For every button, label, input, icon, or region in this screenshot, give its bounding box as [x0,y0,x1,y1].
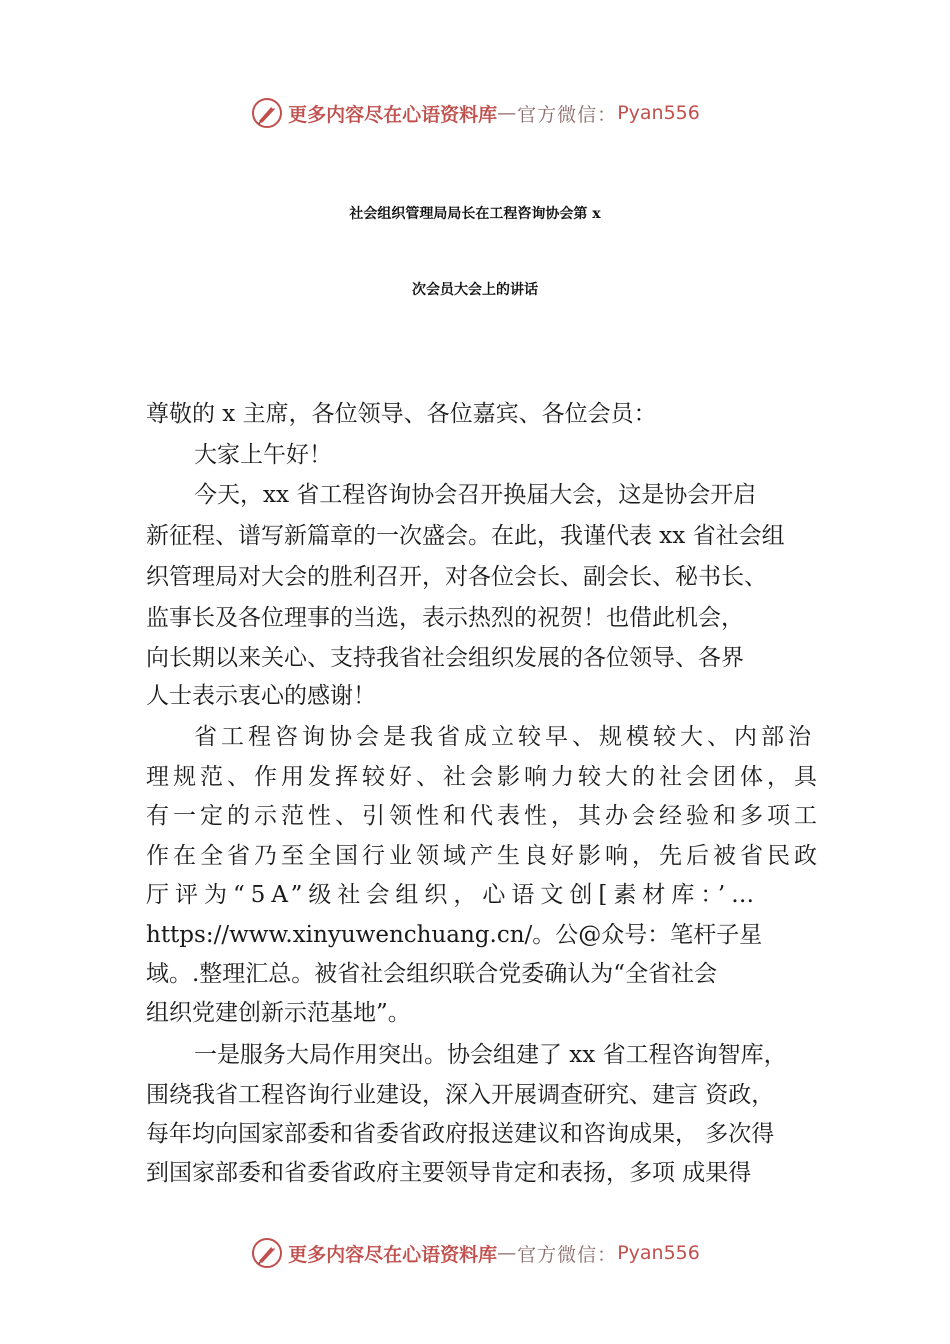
paragraph-line: 一是服务大局作用突出。协会组建了 xx 省工程咨询智库， [194,1042,787,1068]
paragraph-line: 人士表示衷心的感谢！ [146,683,376,709]
paragraph-line: 织管理局对大会的胜利召开，对各位会长、副会长、秘书长、 [146,564,767,590]
paragraph-line: 有一定的示范性、引领性和代表性，其办会经验和多项工 [146,803,821,829]
paragraph-line: 域。.整理汇总。被省社会组织联合党委确认为“全省社会 [146,961,718,987]
paragraph-line: 向长期以来关心、支持我省社会组织发展的各位领导、各界 [146,645,744,671]
paragraph-line: 每年均向国家部委和省委省政府报送建议和咨询成果， 多次得 [146,1121,775,1147]
header-watermark [0,93,950,133]
watermark-wechat-id: Pyan556 [617,102,700,124]
document-title-line-1: 社会组织管理局局长在工程咨询协会第 x [349,206,601,222]
paragraph-line: 厅评为“5A”级社会组织，心语文创[素材库：’… [146,882,761,908]
paragraph-line: 作在全省乃至全国行业领域产生良好影响，先后被省民政 [146,843,821,869]
paragraph-line: 到国家部委和省委省政府主要领导肯定和表扬，多项 成果得 [146,1160,752,1186]
watermark-wechat-id: Pyan556 [617,1242,700,1264]
watermark-separator: — [497,102,518,124]
salutation: 尊敬的 x 主席，各位领导、各位嘉宾、各位会员： [146,401,657,427]
paragraph-line: 理规范、作用发挥较好、社会影响力较大的社会团体，具 [146,764,821,790]
paragraph-line: 新征程、谱写新篇章的一次盛会。在此，我谨代表 xx 省社会组 [146,523,785,549]
watermark-text: 更多内容尽在心语资料库 [288,103,498,126]
footer-watermark [0,1233,950,1273]
pen-nib-logo-icon [250,1236,284,1270]
watermark-label: 官方微信： [517,103,618,126]
watermark-text: 更多内容尽在心语资料库 [288,1243,498,1266]
paragraph-line: 今天，xx 省工程咨询协会召开换届大会，这是协会开启 [194,482,757,508]
paragraph-line: 围绕我省工程咨询行业建设，深入开展调查研究、建言 资政， [146,1082,775,1108]
paragraph-line: 省工程咨询协会是我省成立较早、规模较大、内部治 [194,724,815,750]
watermark-label: 官方微信： [517,1243,618,1266]
greeting: 大家上午好！ [194,442,332,468]
paragraph-line: 组织党建创新示范基地”。 [146,1000,411,1026]
paragraph-line: https://www.xinyuwenchuang.cn/。公@众号：笔杆子星 [146,922,763,948]
watermark-separator: — [497,1242,518,1264]
paragraph-line: 监事长及各位理事的当选，表示热烈的祝贺！也借此机会， [146,605,744,631]
pen-nib-logo-icon [250,96,284,130]
document-title-line-2: 次会员大会上的讲话 [412,282,538,298]
